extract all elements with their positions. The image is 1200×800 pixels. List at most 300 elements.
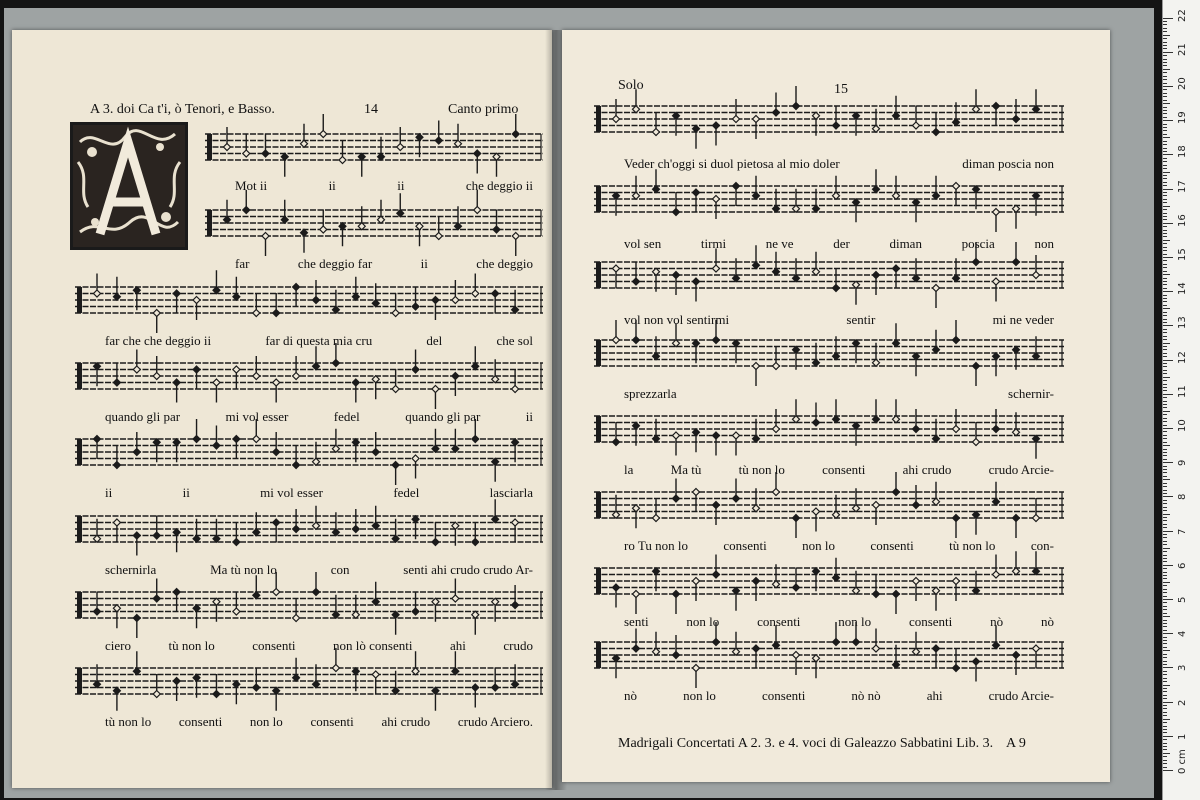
lyric-syllable: Ma tù non lo <box>210 562 277 577</box>
lyric-syllable: crudo Arciero. <box>457 714 533 729</box>
lyric-syllable: consenti <box>822 462 866 477</box>
lyric-syllable: tù non lo <box>168 638 215 653</box>
lyric-syllable: nò <box>1040 614 1054 629</box>
ruler-minor-tick <box>1163 209 1167 210</box>
note-icon <box>673 635 680 659</box>
note-icon <box>693 429 700 453</box>
note-icon <box>873 502 880 526</box>
note-icon <box>193 605 200 629</box>
note-icon <box>913 578 920 602</box>
note-icon <box>113 605 120 629</box>
lyric-syllable: mi ne veder <box>992 312 1054 327</box>
ruler-tick <box>1163 257 1173 258</box>
lyric-syllable: vol sen <box>624 236 662 251</box>
ruler-minor-tick <box>1163 107 1167 108</box>
ruler-minor-tick <box>1163 551 1167 552</box>
ruler-minor-tick <box>1163 48 1167 49</box>
ruler-minor-tick <box>1163 247 1167 248</box>
ruler-minor-tick <box>1163 438 1167 439</box>
lyric-syllable: consenti <box>252 638 296 653</box>
note-icon <box>301 124 308 148</box>
ruler-minor-tick <box>1163 377 1170 378</box>
ruler-minor-tick <box>1163 370 1167 371</box>
ruler-minor-tick <box>1163 602 1167 603</box>
note-icon <box>512 519 519 543</box>
ruler-minor-tick <box>1163 281 1167 282</box>
note-icon <box>773 409 780 433</box>
ruler-minor-tick <box>1163 298 1167 299</box>
ruler-label: 12 <box>1177 350 1188 364</box>
ruler-minor-tick <box>1163 654 1167 655</box>
clef-icon <box>596 492 601 518</box>
note-icon <box>262 134 269 158</box>
lyric-syllable: schernirla <box>105 562 157 577</box>
note-icon <box>733 632 740 656</box>
ruler-minor-tick <box>1163 264 1167 265</box>
note-icon <box>953 578 960 602</box>
lyric-syllable: far di questa mia cru <box>265 333 373 348</box>
lyric-syllable: ii <box>182 485 190 500</box>
lyric-syllable: Ma tù <box>670 462 702 477</box>
ruler-minor-tick <box>1163 226 1167 227</box>
ruler-label: 10 <box>1177 419 1188 432</box>
right-staff-6 <box>594 486 1070 530</box>
note-icon <box>113 445 120 469</box>
ruler-minor-tick <box>1163 708 1167 709</box>
lyric-syllable: vol non vol sentirmi <box>624 312 730 327</box>
ruler-minor-tick <box>1163 449 1167 450</box>
clef-icon <box>596 568 601 594</box>
ruler-minor-tick <box>1163 288 1167 289</box>
ruler-minor-tick <box>1163 103 1170 104</box>
note-icon <box>153 674 160 698</box>
left-lyric-line-2 <box>235 256 533 272</box>
note-icon <box>993 482 1000 506</box>
ruler-minor-tick <box>1163 336 1167 337</box>
footer-title: Madrigali Concertati A 2. 3. e 4. voci di Galeazzo Sabbatini Lib. 3. <box>618 736 994 751</box>
ruler-minor-tick <box>1163 161 1167 162</box>
ruler-minor-tick <box>1163 681 1167 682</box>
ruler-minor-tick <box>1163 418 1167 419</box>
ruler-minor-tick <box>1163 55 1167 56</box>
ruler-minor-tick <box>1163 746 1167 747</box>
ruler-minor-tick <box>1163 260 1167 261</box>
lyric-syllable: mi vol esser <box>260 485 323 500</box>
note-icon <box>352 509 359 533</box>
clef-icon <box>596 416 601 442</box>
ruler-minor-tick <box>1163 110 1167 111</box>
lyric-syllable: non lo <box>683 688 716 703</box>
ruler-label: 15 <box>1177 248 1188 261</box>
ruler-minor-tick <box>1163 45 1167 46</box>
lyric-syllable: non lo <box>249 714 283 729</box>
ruler-minor-tick <box>1163 534 1167 535</box>
note-icon <box>281 200 288 224</box>
note-icon <box>1033 498 1040 522</box>
ruler-minor-tick <box>1163 712 1167 713</box>
note-icon <box>633 262 640 286</box>
right-staff-5 <box>594 410 1070 454</box>
lyric-syllable: del <box>426 333 443 348</box>
lyric-syllable: der <box>833 236 850 251</box>
ruler-minor-tick <box>1163 243 1167 244</box>
ruler-minor-tick <box>1163 585 1167 586</box>
ruler-minor-tick <box>1163 503 1167 504</box>
ruler-minor-tick <box>1163 483 1167 484</box>
ruler-minor-tick <box>1163 524 1167 525</box>
lyric-syllable: ii <box>105 485 113 500</box>
lyric-syllable: Veder ch'oggi si duol pietosa al mio doler <box>624 156 840 171</box>
ruler-minor-tick <box>1163 732 1167 733</box>
note-icon <box>833 268 840 292</box>
note-icon <box>673 432 680 456</box>
ruler-tick <box>1163 18 1173 19</box>
note-icon <box>94 592 101 616</box>
note-icon <box>913 409 920 433</box>
lyric-syllable: ahi crudo <box>902 462 952 477</box>
ruler-minor-tick <box>1163 267 1167 268</box>
note-icon <box>853 199 860 223</box>
clef-icon <box>596 262 601 288</box>
ruler-minor-tick <box>1163 185 1167 186</box>
ruler-minor-tick <box>1163 442 1167 443</box>
note-icon <box>873 574 880 598</box>
ruler-label: 18 <box>1177 145 1188 159</box>
note-icon <box>378 200 385 224</box>
note-icon <box>653 498 660 522</box>
note-icon <box>613 584 620 608</box>
ruler-minor-tick <box>1163 558 1167 559</box>
ruler-minor-tick <box>1163 589 1167 590</box>
ruler-minor-tick <box>1163 411 1170 412</box>
ruler-minor-tick <box>1163 363 1167 364</box>
right-lyric-line-4 <box>624 386 1054 402</box>
ruler-minor-tick <box>1163 38 1167 39</box>
right-lyric-line-6 <box>624 538 1054 554</box>
note-icon <box>416 223 423 247</box>
ruler-minor-tick <box>1163 233 1167 234</box>
ruler-minor-tick <box>1163 421 1167 422</box>
note-icon <box>113 277 120 301</box>
lyric-syllable: schernir- <box>1008 386 1054 401</box>
note-icon <box>613 655 620 679</box>
ruler-minor-tick <box>1163 384 1167 385</box>
lyric-syllable: quando gli par <box>405 409 481 424</box>
ruler-tick <box>1163 154 1173 155</box>
ruler-minor-tick <box>1163 609 1167 610</box>
clef-icon <box>207 210 212 236</box>
ruler-minor-tick <box>1163 390 1167 391</box>
ruler-minor-tick <box>1163 637 1167 638</box>
ruler-minor-tick <box>1163 315 1167 316</box>
right-lyric-line-8 <box>624 688 1054 704</box>
decorated-initial <box>70 122 188 250</box>
clef-icon <box>77 287 82 313</box>
note-icon <box>793 652 800 676</box>
note-icon <box>193 366 200 390</box>
note-icon <box>392 369 399 393</box>
ruler-minor-tick <box>1163 199 1167 200</box>
ruler-tick <box>1163 325 1173 326</box>
lyric-syllable: ahi crudo <box>381 714 431 729</box>
ruler-minor-tick <box>1163 144 1167 145</box>
note-icon <box>173 678 180 702</box>
ruler-minor-tick <box>1163 137 1170 138</box>
right-staff-3 <box>594 256 1070 300</box>
note-icon <box>933 176 940 200</box>
note-icon <box>993 103 1000 127</box>
ruler-minor-tick <box>1163 469 1167 470</box>
ruler-minor-tick <box>1163 346 1167 347</box>
right-staff-7 <box>594 562 1070 606</box>
ruler-label: 1 <box>1177 733 1188 740</box>
ruler-minor-tick <box>1163 28 1167 29</box>
lyric-syllable: ii <box>420 256 428 271</box>
ruler-minor-tick <box>1163 96 1167 97</box>
note-icon <box>224 127 231 151</box>
ruler-tick <box>1163 599 1173 600</box>
lyric-syllable: crudo Arcie- <box>988 462 1054 477</box>
note-icon <box>953 648 960 672</box>
ruler-tick <box>1163 736 1173 737</box>
note-icon <box>173 529 180 553</box>
lyric-syllable: non <box>1034 236 1054 251</box>
ruler-minor-tick <box>1163 691 1167 692</box>
ruler-minor-tick <box>1163 493 1167 494</box>
ruler-minor-tick <box>1163 117 1167 118</box>
lyric-syllable: fedel <box>393 485 420 500</box>
note-icon <box>224 200 231 224</box>
note-icon <box>293 509 300 533</box>
ruler-minor-tick <box>1163 404 1167 405</box>
lyric-syllable: ii <box>525 409 533 424</box>
note-icon <box>273 519 280 543</box>
lyric-syllable: con <box>330 562 350 577</box>
ruler-minor-tick <box>1163 332 1167 333</box>
ruler-minor-tick <box>1163 674 1167 675</box>
note-icon <box>293 356 300 380</box>
note-icon <box>993 353 1000 377</box>
ruler-minor-tick <box>1163 329 1167 330</box>
note-icon <box>773 252 780 276</box>
note-icon <box>133 532 140 556</box>
note-icon <box>352 277 359 301</box>
lyric-syllable: non lò consenti <box>333 638 413 653</box>
note-icon <box>332 429 339 453</box>
ruler-label: 3 <box>1177 665 1188 672</box>
note-icon <box>713 196 720 220</box>
ruler-minor-tick <box>1163 42 1167 43</box>
ruler-minor-tick <box>1163 148 1167 149</box>
ruler-minor-tick <box>1163 479 1170 480</box>
ruler-label: 11 <box>1177 385 1188 398</box>
note-icon <box>773 346 780 370</box>
note-icon <box>653 632 660 656</box>
ruler-minor-tick <box>1163 596 1167 597</box>
left-lyric-line-5 <box>105 485 533 501</box>
ruler-minor-tick <box>1163 452 1167 453</box>
lyric-syllable: tù non lo <box>105 714 152 729</box>
left-lyric-line-7 <box>105 638 533 654</box>
signature-mark: A 9 <box>1006 736 1026 751</box>
ruler-minor-tick <box>1163 544 1167 545</box>
note-icon <box>713 502 720 526</box>
ruler-minor-tick <box>1163 647 1167 648</box>
note-icon <box>953 409 960 433</box>
ruler-minor-tick <box>1163 726 1167 727</box>
ruler-tick <box>1163 770 1173 771</box>
note-icon <box>933 112 940 136</box>
ruler-minor-tick <box>1163 387 1167 388</box>
lyric-syllable: nò nò <box>851 688 881 703</box>
note-icon <box>452 280 459 304</box>
ruler-minor-tick <box>1163 729 1167 730</box>
lyric-syllable: consenti <box>757 614 801 629</box>
left-staff-4 <box>75 357 549 401</box>
ruler-minor-tick <box>1163 661 1167 662</box>
ruler-label: 8 <box>1177 494 1188 501</box>
left-lyric-line-6 <box>105 562 533 578</box>
ruler-minor-tick <box>1163 79 1167 80</box>
note-icon <box>273 293 280 317</box>
note-icon <box>372 671 379 695</box>
ruler-tick <box>1163 86 1173 87</box>
ruler-tick <box>1163 189 1173 190</box>
ruler-minor-tick <box>1163 760 1167 761</box>
note-icon <box>397 127 404 151</box>
note-icon <box>293 445 300 469</box>
note-icon <box>913 106 920 130</box>
lyric-syllable: che sol <box>496 333 533 348</box>
ruler-minor-tick <box>1163 472 1167 473</box>
ruler-label: 7 <box>1177 528 1188 535</box>
ruler-minor-tick <box>1163 650 1170 651</box>
note-icon <box>113 519 120 543</box>
ruler-minor-tick <box>1163 537 1167 538</box>
lyric-syllable: senti <box>624 614 649 629</box>
note-icon <box>693 278 700 302</box>
note-icon <box>173 589 180 613</box>
ruler-minor-tick <box>1163 373 1167 374</box>
ruler-minor-tick <box>1163 753 1170 754</box>
lyric-syllable: tù non lo <box>738 462 785 477</box>
note-icon <box>893 96 900 120</box>
clef-icon <box>596 642 601 668</box>
note-icon <box>412 287 419 311</box>
note-icon <box>432 297 439 321</box>
note-icon <box>693 489 700 513</box>
note-icon <box>973 658 980 682</box>
note-icon <box>372 432 379 456</box>
note-icon <box>493 210 500 234</box>
right-staff-2 <box>594 180 1070 224</box>
lyric-syllable: nò <box>624 688 637 703</box>
ruler-tick <box>1163 633 1173 634</box>
lyric-syllable: diman poscia non <box>962 156 1054 171</box>
note-icon <box>613 422 620 446</box>
ruler-minor-tick <box>1163 21 1167 22</box>
ruler-minor-tick <box>1163 671 1167 672</box>
ruler-label: 21 <box>1177 43 1188 56</box>
ruler-minor-tick <box>1163 356 1167 357</box>
note-icon <box>693 578 700 602</box>
ruler-minor-tick <box>1163 113 1167 114</box>
right-staff-8 <box>594 636 1070 680</box>
note-icon <box>133 432 140 456</box>
note-icon <box>633 505 640 529</box>
ruler-minor-tick <box>1163 555 1167 556</box>
ruler-minor-tick <box>1163 349 1167 350</box>
ruler-minor-tick <box>1163 274 1170 275</box>
ruler-minor-tick <box>1163 722 1167 723</box>
note-icon <box>913 199 920 223</box>
ruler-tick <box>1163 223 1173 224</box>
ruler-minor-tick <box>1163 301 1167 302</box>
lyric-syllable: consenti <box>762 688 806 703</box>
lyric-syllable: che deggio <box>476 256 533 271</box>
lyric-syllable: consenti <box>870 538 914 553</box>
note-icon <box>913 485 920 509</box>
note-icon <box>833 106 840 130</box>
ruler-minor-tick <box>1163 380 1167 381</box>
ruler-tick <box>1163 394 1173 395</box>
ruler-minor-tick <box>1163 626 1167 627</box>
note-icon <box>253 668 260 692</box>
note-icon <box>243 134 250 158</box>
left-lyric-line-8 <box>105 714 533 730</box>
ruler-minor-tick <box>1163 319 1167 320</box>
ruler-minor-tick <box>1163 100 1167 101</box>
lyric-syllable: senti ahi crudo crudo Ar- <box>403 562 533 577</box>
note-icon <box>753 645 760 669</box>
note-icon <box>713 432 720 456</box>
ruler-minor-tick <box>1163 630 1167 631</box>
ruler-label: 0 cm <box>1177 749 1188 774</box>
ruler-minor-tick <box>1163 685 1170 686</box>
ruler-tick <box>1163 52 1173 53</box>
ruler-minor-tick <box>1163 401 1167 402</box>
note-icon <box>233 436 240 460</box>
ruler-minor-tick <box>1163 89 1167 90</box>
ruler-minor-tick <box>1163 295 1167 296</box>
left-staff-6 <box>75 510 549 554</box>
clef-icon <box>596 106 601 132</box>
ruler-minor-tick <box>1163 124 1167 125</box>
note-icon <box>873 272 880 296</box>
ruler-minor-tick <box>1163 72 1167 73</box>
ruler-label: 4 <box>1177 630 1188 638</box>
lyric-syllable: fedel <box>333 409 360 424</box>
ruler-minor-tick <box>1163 250 1167 251</box>
note-icon <box>113 363 120 387</box>
note-icon <box>153 356 160 380</box>
ruler-minor-tick <box>1163 202 1167 203</box>
ruler-tick <box>1163 667 1173 668</box>
ruler-minor-tick <box>1163 271 1167 272</box>
note-icon <box>933 645 940 669</box>
ruler-minor-tick <box>1163 397 1167 398</box>
right-header-part: Solo <box>618 78 644 93</box>
ruler-minor-tick <box>1163 514 1170 515</box>
left-staff-2 <box>205 204 549 248</box>
note-icon <box>733 183 740 207</box>
ruler-label: 16 <box>1177 214 1188 227</box>
note-icon <box>213 674 220 698</box>
ruler-minor-tick <box>1163 490 1167 491</box>
clef-icon <box>77 668 82 694</box>
ruler-minor-tick <box>1163 455 1167 456</box>
lyric-syllable: non lo <box>838 614 872 629</box>
